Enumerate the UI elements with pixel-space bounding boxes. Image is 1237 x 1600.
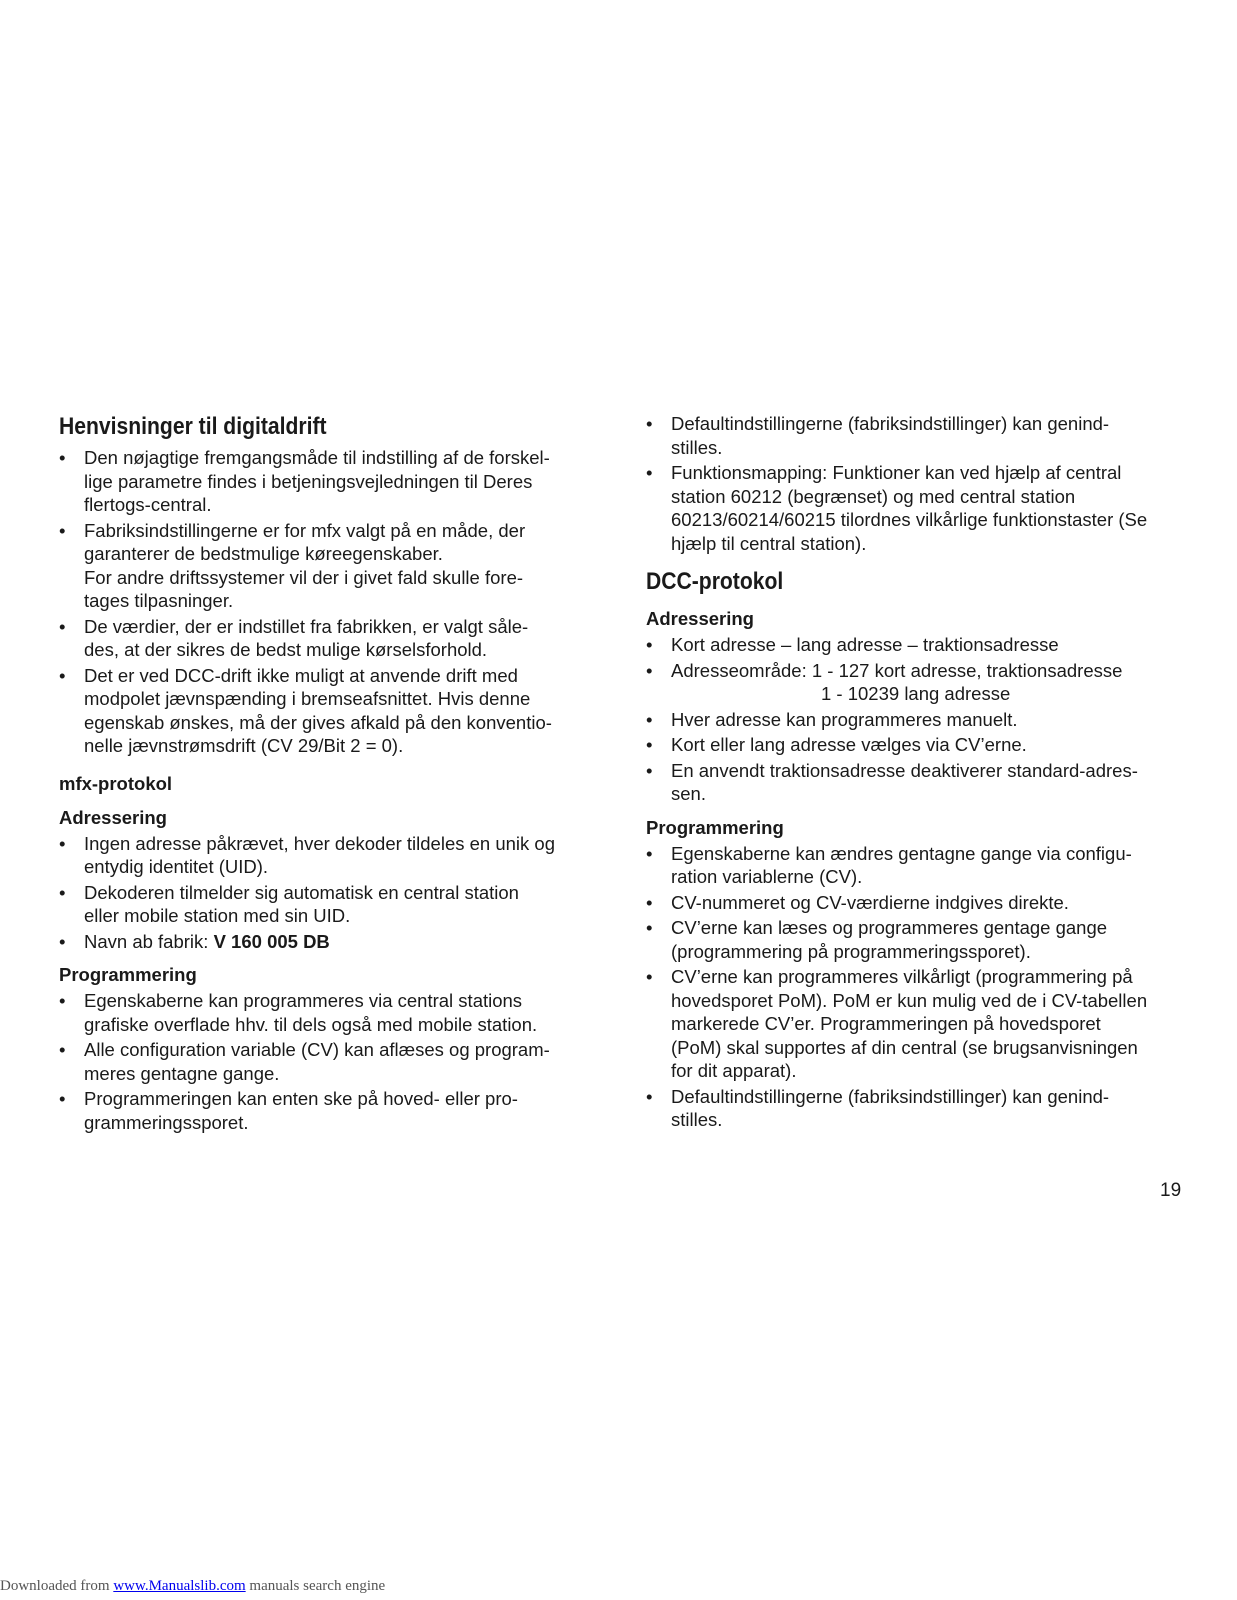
list-item-line: • Funktionsmapping: Funktioner kan ved hjælp af central [671,462,1122,483]
list-item-line: • CV’erne kan programmeres vilkårligt (programmering på [671,966,1133,987]
list-item-line: stilles. [671,1109,723,1130]
list-item [59,832,599,879]
list-item-line: • Ingen adresse påkrævet, hver dekoder tildeles en unik og [84,832,556,854]
factory-name-label: Navn ab fabrik: [84,930,214,952]
list-item-line: • Programmeringen kan enten ske på hoved- eller pro- [84,1088,518,1109]
list-item-line: • Kort eller lang adresse vælges via CV’erne. [671,734,1027,755]
list-item-line: (PoM) skal supportes af din central (se brugsanvisningen [671,1036,1138,1058]
list-item [59,881,599,928]
list-item [59,446,599,517]
dcc-addressing-list [646,633,1191,806]
list-item-line: • En anvendt traktionsadresse deaktiverer standard-adres- [671,759,1138,781]
list-item-line: • Alle configuration variable (CV) kan aflæses og program- [84,1039,550,1060]
list-item-line: tages tilpasninger. [84,590,234,611]
section-title-digital-operation: Henvisninger til digitaldrift [59,413,327,440]
dcc-programming-heading: Programmering [646,816,784,838]
list-item [59,989,599,1036]
right-column [646,412,1191,1134]
list-item-line: • Egenskaberne kan programmeres via central stations [84,990,523,1011]
list-item [646,842,1191,889]
list-item-line: nelle jævnstrømsdrift (CV 29/Bit 2 = 0). [84,735,404,756]
list-item [59,519,599,613]
list-item-line: • Den nøjagtige fremgangsmåde til indstilling af de forskel- [84,447,550,468]
list-item-line: grammeringssporet. [84,1111,249,1133]
list-item-line: hjælp til central station). [671,532,867,554]
mfx-addressing-heading: Adressering [59,806,167,828]
download-footer [0,1578,385,1595]
list-item-line: flertogs-central. [84,494,212,515]
list-item-line: meres gentagne gange. [84,1062,280,1084]
list-item-address-range [646,659,1191,706]
manualslib-link[interactable]: www.Manualslib.com [113,1578,246,1594]
intro-bullet-list [59,446,599,758]
list-item-line: • Det er ved DCC-drift ikke muligt at anvende drift med [84,664,518,686]
list-item-line: • Defaultindstillingerne (fabriksindstillinger) kan genind- [671,413,1110,434]
list-item-line: ration variablerne (CV). [671,866,863,887]
dcc-programming-list [646,842,1191,1132]
list-item [646,759,1191,806]
address-range-line: • Adresseområde: 1 - 127 kort adresse, traktionsadresse [671,659,1123,681]
mfx-protocol-heading: mfx-protokol [59,772,173,794]
list-item-line: • Dekoderen tilmelder sig automatisk en central station [84,881,519,903]
list-item-line: • De værdier, der er indstillet fra fabrikken, er valgt såle- [84,615,529,637]
list-item-line: des, at der sikres de bedst mulige kørselsforhold. [84,639,488,660]
factory-name-value: V 160 005 DB [213,930,330,952]
list-item-line: (programmering på programmeringssporet). [671,940,1031,962]
list-item [59,1038,599,1085]
list-item [646,916,1191,963]
list-item [646,633,1191,657]
list-item-line: • Fabriksindstillingerne er for mfx valgt på en måde, der [84,519,526,541]
list-item-line: for dit apparat). [671,1060,797,1081]
list-item-line: • Kort adresse – lang adresse – traktionsadresse [671,634,1059,655]
list-item [646,733,1191,757]
list-item-line: stilles. [671,436,723,458]
left-column [59,412,599,1136]
list-item [646,708,1191,732]
list-item [646,965,1191,1083]
list-item-line: • Defaultindstillingerne (fabriksindstillinger) kan genind- [671,1085,1110,1107]
list-item [59,1087,599,1134]
list-item [646,1085,1191,1132]
list-item-line: lige parametre findes i betjeningsvejledningen til Deres [84,470,533,492]
mfx-programming-list [59,989,599,1134]
list-item-line: • Hver adresse kan programmeres manuelt. [671,708,1018,730]
list-item-line: eller mobile station med sin UID. [84,905,351,926]
list-item-line: hovedsporet PoM). PoM er kun mulig ved de i CV-tabellen [671,989,1148,1011]
list-item-line: markerede CV’er. Programmeringen på hovedsporet [671,1013,1101,1034]
footer-suffix: manuals search engine [245,1578,386,1594]
dcc-protocol-title: DCC-protokol [646,568,784,595]
list-item [59,664,599,758]
dcc-addressing-heading: Adressering [646,608,754,629]
list-item-line: sen. [671,783,706,804]
list-item-line: 60213/60214/60215 tilordnes vilkårlige funktionstaster (Se [671,509,1148,530]
list-item-line: • Egenskaberne kan ændres gentagne gange via configu- [671,842,1132,864]
list-item-line: garanterer de bedstmulige køreegenskaber. [84,543,443,564]
list-item-line: For andre driftssystemer vil der i givet fald skulle fore- [84,566,524,588]
page-number: 19 [1160,1180,1182,1201]
right-top-bullet-list [646,412,1191,555]
list-item-line: entydig identitet (UID). [84,856,269,877]
list-item-line: grafiske overflade hhv. til dels også med mobile station. [84,1013,538,1035]
mfx-programming-heading: Programmering [59,964,197,985]
list-item-line: modpolet jævnspænding i bremseafsnittet. Hvis denne [84,688,531,709]
list-item [59,615,599,662]
list-item-line: egenskab ønskes, må der gives afkald på den konventio- [84,711,552,733]
list-item [646,891,1191,915]
list-item [646,461,1191,555]
list-item [646,412,1191,459]
list-item-line: • CV’erne kan læses og programmeres gentage gange [671,917,1108,938]
mfx-addressing-list [59,832,599,954]
footer-prefix: Downloaded from [0,1578,114,1594]
list-item-factory-name [59,930,599,954]
list-item-line: • CV-nummeret og CV-værdierne indgives direkte. [671,891,1069,913]
list-item-line: station 60212 (begrænset) og med central station [671,485,1076,507]
address-range-line-long: 1 - 10239 lang adresse [821,683,1011,704]
